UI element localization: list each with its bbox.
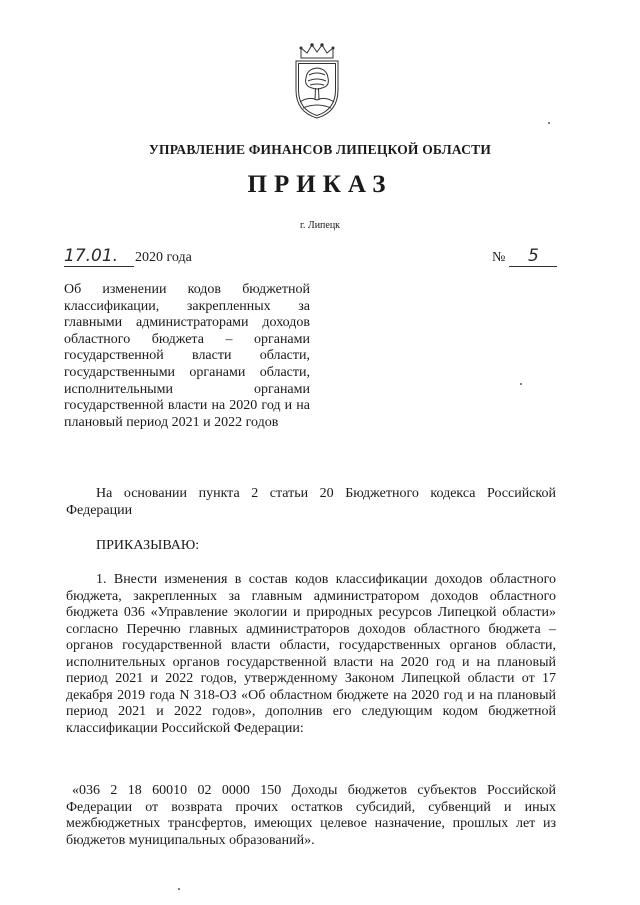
stray-mark	[520, 383, 522, 385]
legal-basis-paragraph: На основании пункта 2 статьи 20 Бюджетного кодекса Российской Федерации	[66, 486, 556, 518]
stray-mark	[178, 888, 180, 890]
city-line: г. Липецк	[299, 220, 341, 231]
paragraph-1: 1. Внести изменения в состав кодов классификации доходов областного бюджета, закрепленных за главным администратором доходов областного бюджета 036 «Управление экологии и природных ресурсов Липецкой области» согласно Перечню главных администраторов доходов областного бюджета – органов государственной власти области, государственных органов области, исполнительных органов государственной власти на 2020 год и на плановый период 2021 и 2022 годов, утвержденному Законом Липецкой области от 17 декабря 2019 года N 318-ОЗ «Об областном бюджете на 2020 год и на плановый период 2021 и 2022 годов», дополнив его следующим кодом бюджетной классификации Российской Федерации:	[66, 572, 556, 736]
order-number-line	[492, 246, 557, 267]
document-title: ПРИКАЗ	[247, 171, 393, 198]
organization-name: УПРАВЛЕНИЕ ФИНАНСОВ ЛИПЕЦКОЙ ОБЛАСТИ	[148, 142, 492, 157]
stray-mark	[548, 122, 550, 124]
date-suffix: 2020 года	[135, 250, 192, 265]
order-subject: Об изменении кодов бюджетной классификации, закрепленных за главными администраторами доходов областного бюджета – органами государственной власти области, государственными органами области, исполнительными органами государственной власти на 2020 год и на плановый период 2021 и 2022 годов	[64, 282, 310, 430]
coat-of-arms-emblem	[287, 42, 347, 120]
order-directive: ПРИКАЗЫВАЮ:	[96, 538, 200, 553]
budget-code-paragraph: «036 2 18 60010 02 0000 150 Доходы бюджетов субъектов Российской Федерации от возврата прочих остатков субсидий, субвенций и иных межбюджетных трансфертов, имеющих целевое назначение, прошлых лет из бюджетов муниципальных образований».	[66, 783, 556, 848]
number-sign: №	[492, 250, 506, 265]
handwritten-date: 17.01.	[64, 246, 134, 267]
date-line	[64, 246, 192, 267]
handwritten-number: 5	[509, 246, 557, 267]
